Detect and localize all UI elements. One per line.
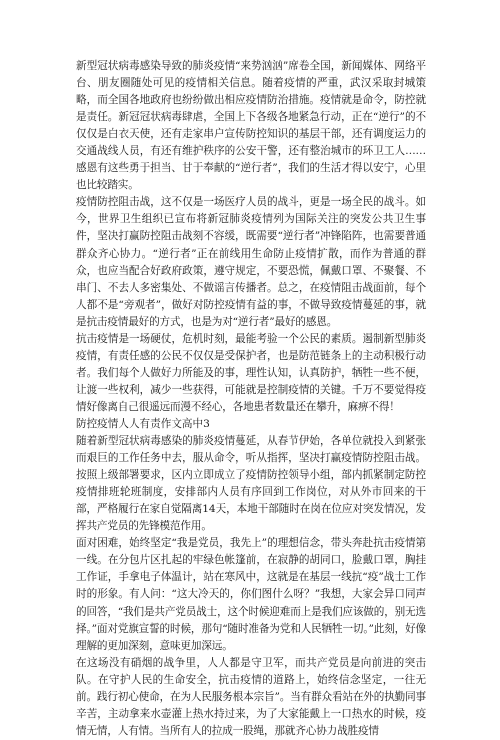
paragraph-1: 新型冠状病毒感染导致的肺炎疫情“来势汹汹”席卷全国，新闻媒体、网络平台、朋友圈随处可见的疫情相关信息。随着疫情的严重，武汉采取封城策略，而全国各地政府也纷纷做出相应疫情防治措施。疫情就是命令，防控就是责任。新冠冠状病毒肆虐，全国上下各级各地紧急行动，正在“逆行”的不仅仅是白衣天使，还有走家串户宣传防控知识的基层干部，还有调度运力的交通战线人员，有还有维护秩序的公安干警，还有整治城市的环卫工人……感恩有这些勇于担当、甘于奉献的“逆行者”，我们的生活才得以安宁，心里也比较踏实。 — [76, 60, 426, 192]
paragraph-5: 面对困难，始终坚定“我是党员，我先上”的理想信念，带头奔赴抗击疫情第一线。在分包片区扎起的牢绿色帐篷前，在寂静的胡同口，脸戴口罩，胸挂工作证，手拿电子体温计，站在寒风中，这就是在基层一线抗“疫”战士工作时的形象。有人问：“这大冷天的，你们图什么呀？”我想，大家会异口同声的回答，“我们是共产党员战士，这个时候迎难而上是我们应该做的，别无选择。”面对党旗宣誓的时候，那句“随时准备为党和人民牺牲一切。”此刻，好像理解的更加深刻，意味更加深远。 — [76, 537, 426, 652]
paragraph-3: 抗击疫情是一场硬仗，危机时刻，最能考验一个公民的素质。遏制新型肺炎疫情，有责任感的公民不仅仅是受保护者，也是防范链条上的主动积极行动者。我们每个人做好力所能及的事，理性认知，认真防护，牺牲一些不便，让渡一些权利，减少一些获得，可能就是控制疫情的关键。千万不要觉得疫情好像离自己很遥远而漫不经心，各地患者数量还在攀升，麻痹不得！ — [76, 332, 426, 413]
document-page — [76, 58, 426, 740]
paragraph-4: 随着新型冠状病毒感染的肺炎疫情蔓延，从春节伊始，各单位就投入到紧张而艰巨的工作任务中去，服从命令，听从指挥，坚决打赢疫情防控阻击战。按照上级部署要求，区内立即成立了疫情防控领导小组，部内抓紧制定防控疫情排班轮班制度，安排部内人员有序回到工作岗位，对从外市回来的干部，严格履行在家自觉隔离14天，本地干部随时在岗在位应对突发情况，发挥共产党员的先锋模范作用。 — [76, 435, 426, 533]
paragraph-2: 疫情防控阻击战，这不仅是一场医疗人员的战斗，更是一场全民的战斗。如今，世界卫生组织已宣布将新冠肺炎疫情列为国际关注的突发公共卫生事件，坚决打赢防控阻击战刻不容缓，既需要“逆行者”冲锋陷阵，也需要普通群众齐心协力。“逆行者”正在前线用生命防止疫情扩散，而作为普通的群众，也应当配合好政府政策，遵守规定，不要恐慌，佩戴口罩、不聚餐、不串门、不去人多密集处、不做谣言传播者。总之，在疫情阻击战面前，每个人都不是“旁观者”，做好对防控疫情有益的事，不做导致疫情蔓延的事，就是抗击疫情最好的方式，也是为对“逆行者”最好的感恩。 — [76, 196, 426, 328]
paragraph-6: 在这场没有硝烟的战争里，人人都是守卫军，而共产党员是向前进的突击队。在守护人民的生命安全，抗击疫情的道路上，始终信念坚定，一往无前。践行初心使命，在为人民服务根本宗旨”。当有群众看站在外的执勤同事辛苦，主动拿来水壶灌上热水持过来，为了大家能戴上一口热水的时候，疫情无情，人有情。当所有人的拉成一股绳，那就齐心协力战胜疫情 — [76, 656, 426, 737]
section-heading: 防控疫情人人有责作文高中3 — [76, 417, 210, 430]
